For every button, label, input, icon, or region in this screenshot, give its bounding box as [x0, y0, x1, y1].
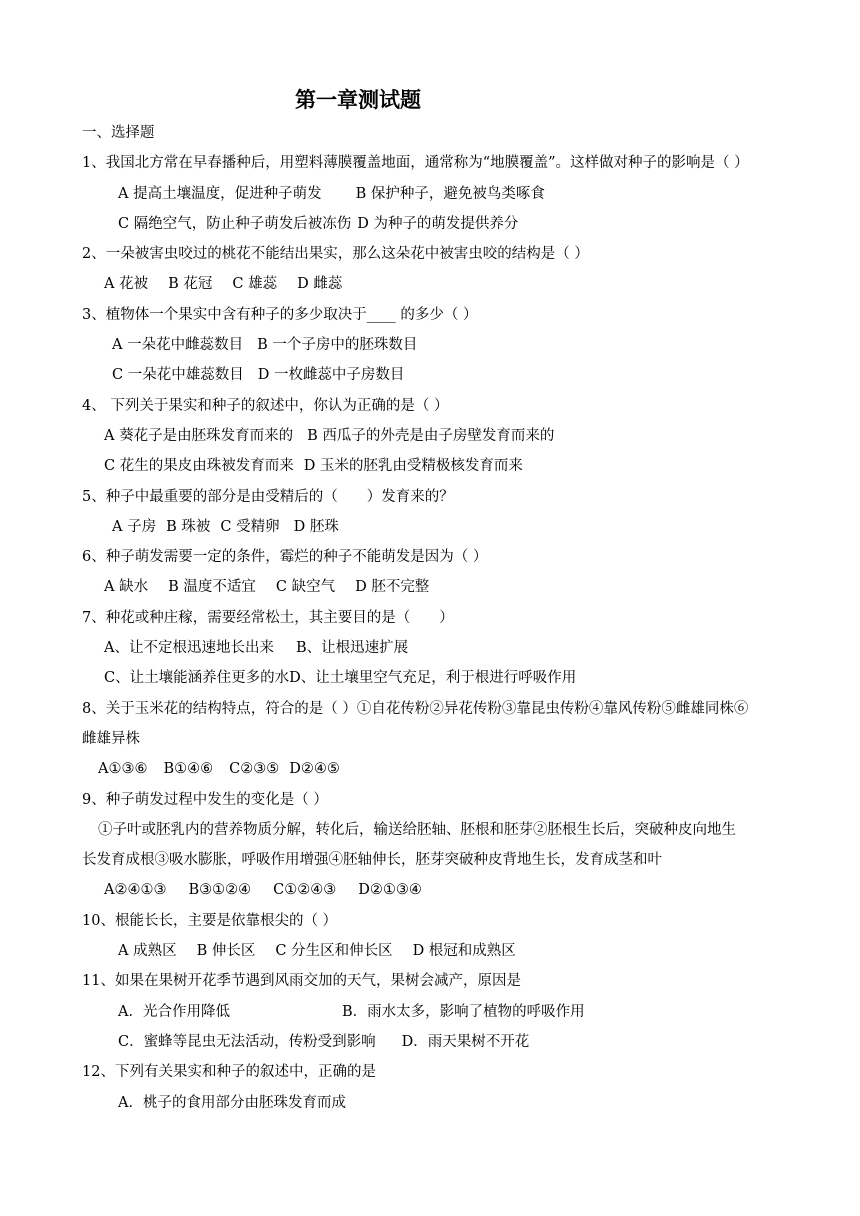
question-10-options — [0, 936, 860, 966]
option-c: C 隔绝空气，防止种子萌发后被冻伤 — [118, 215, 352, 232]
option-c: C．蜜蜂等昆虫无法活动，传粉受到影响 — [118, 1033, 376, 1050]
question-9-stem-continued-1: ①子叶或胚乳内的营养物质分解，转化后，输送给胚轴、胚根和胚芽②胚根生长后，突破种皮向地生 — [98, 821, 736, 838]
option-a: A、让不定根迅速地长出来 — [104, 640, 274, 657]
option-a: A 缺水 — [104, 579, 149, 596]
question-5-stem: 5、种子中最重要的部分是由受精后的（ ）发育来的？ — [82, 488, 454, 505]
option-b: B、让根迅速扩展 — [295, 640, 409, 657]
question-7-options-row-1 — [0, 633, 860, 663]
question-11-options-row-2 — [0, 1027, 860, 1057]
option-d: D 一枚雌蕊中子房数目 — [257, 367, 405, 384]
section-heading: 一、选择题 — [82, 125, 155, 141]
option-b: B 珠被 — [166, 518, 211, 535]
option-d: D 雌蕊 — [297, 276, 343, 293]
option-a: A 一朵花中雌蕊数目 — [112, 337, 244, 354]
question-7-options-row-2 — [0, 663, 860, 693]
option-c: C 花生的果皮由珠被发育而来 — [104, 458, 294, 475]
option-c: C 分生区和伸长区 — [275, 943, 393, 960]
question-6-options — [0, 572, 860, 602]
option-b: B 西瓜子的外壳是由子房壁发育而来的 — [307, 427, 555, 444]
question-1-options-row-1 — [0, 179, 860, 209]
option-a: A 花被 — [104, 276, 149, 293]
option-b: B．雨水太多，影响了植物的呼吸作用 — [342, 1003, 585, 1020]
question-3-options-row-1 — [0, 330, 860, 360]
option-d: D 胚珠 — [293, 518, 339, 535]
option-d: D、让土壤里空气充足，利于根进行呼吸作用 — [289, 670, 577, 687]
question-1-options-row-2 — [0, 209, 860, 239]
question-2-stem: 2、一朵被害虫咬过的桃花不能结出果实，那么这朵花中被害虫咬的结构是（ ） — [82, 246, 589, 263]
question-6-stem: 6、种子萌发需要一定的条件，霉烂的种子不能萌发是因为（ ） — [82, 549, 488, 566]
question-10-stem: 10、根能长长，主要是依靠根尖的（ ） — [82, 912, 338, 929]
question-3-options-row-2 — [0, 360, 860, 390]
question-4-options-row-2 — [0, 451, 860, 481]
question-9-stem-continued-2: 长发育成根③吸水膨胀，呼吸作用增强④胚轴伸长，胚芽突破种皮背地生长，发育成茎和叶 — [82, 852, 662, 869]
option-a: A①③⑥ — [98, 761, 148, 778]
option-d: D 胚不完整 — [355, 579, 430, 596]
option-d: D．雨天果树不开花 — [401, 1033, 530, 1050]
question-7-stem: 7、种花或种庄稼，需要经常松土，其主要目的是（ ） — [82, 609, 454, 626]
question-9-options — [0, 875, 860, 905]
option-a: A 子房 — [112, 518, 157, 535]
option-c: C②③⑤ — [229, 761, 280, 778]
question-11-stem: 11、如果在果树开花季节遇到风雨交加的天气，果树会减产，原因是 — [82, 973, 521, 990]
option-c: C、让土壤能涵养住更多的水 — [104, 670, 290, 687]
option-a: A 成熟区 — [118, 943, 177, 960]
option-b: B 伸长区 — [196, 943, 256, 960]
option-d: D②①③④ — [358, 882, 422, 899]
question-2-options — [0, 269, 860, 299]
question-8-stem: 8、关于玉米花的结构特点，符合的是（ ）①自花传粉②异花传粉③靠昆虫传粉④靠风传粉⑤雌雄同株⑥ — [82, 700, 749, 717]
option-a: A 提高土壤温度，促进种子萌发 — [118, 185, 322, 202]
question-4-options-row-1 — [0, 421, 860, 451]
question-8-options — [0, 754, 860, 784]
question-9-stem: 9、种子萌发过程中发生的变化是（ ） — [82, 791, 328, 808]
question-8-stem-continued: 雌雄异株 — [82, 730, 140, 747]
option-c: C 一朵花中雄蕊数目 — [112, 367, 244, 384]
question-11-options-row-1 — [0, 997, 860, 1027]
option-b: B 温度不适宜 — [168, 579, 256, 596]
option-d: D②④⑤ — [289, 761, 340, 778]
option-a: A．桃子的食用部分由胚珠发育而成 — [118, 1094, 346, 1111]
option-c: C 雄蕊 — [232, 276, 278, 293]
option-a: A．光合作用降低 — [118, 1003, 230, 1020]
question-3-stem: 3、植物体一个果实中含有种子的多少取决于____ 的多少（ ） — [82, 306, 478, 323]
question-1-stem: 1、我国北方常在早春播种后，用塑料薄膜覆盖地面，通常称为“地膜覆盖”。这样做对种子的影响是（ ） — [82, 155, 749, 172]
option-a: A 葵花子是由胚珠发育而来的 — [104, 427, 294, 444]
option-b: B 保护种子，避免被鸟类啄食 — [355, 185, 545, 202]
question-12-stem: 12、下列有关果实和种子的叙述中，正确的是 — [82, 1064, 376, 1081]
option-a: A②④①③ — [104, 882, 167, 899]
option-c: C①②④③ — [273, 882, 337, 899]
option-c: C 受精卵 — [220, 518, 280, 535]
option-b: B 花冠 — [168, 276, 213, 293]
page-title: 第一章测试题 — [295, 88, 421, 112]
question-12-options-row-1 — [0, 1088, 860, 1118]
question-5-options — [0, 512, 860, 542]
option-d: D 为种子的萌发提供养分 — [357, 215, 519, 232]
option-b: B①④⑥ — [163, 761, 214, 778]
option-d: D 玉米的胚乳由受精极核发育而来 — [303, 458, 523, 475]
question-list — [0, 118, 860, 1118]
question-4-stem: 4、 下列关于果实和种子的叙述中，你认为正确的是（ ） — [82, 397, 449, 414]
option-d: D 根冠和成熟区 — [412, 943, 516, 960]
option-b: B 一个子房中的胚珠数目 — [257, 337, 418, 354]
option-b: B③①②④ — [188, 882, 252, 899]
option-c: C 缺空气 — [275, 579, 336, 596]
